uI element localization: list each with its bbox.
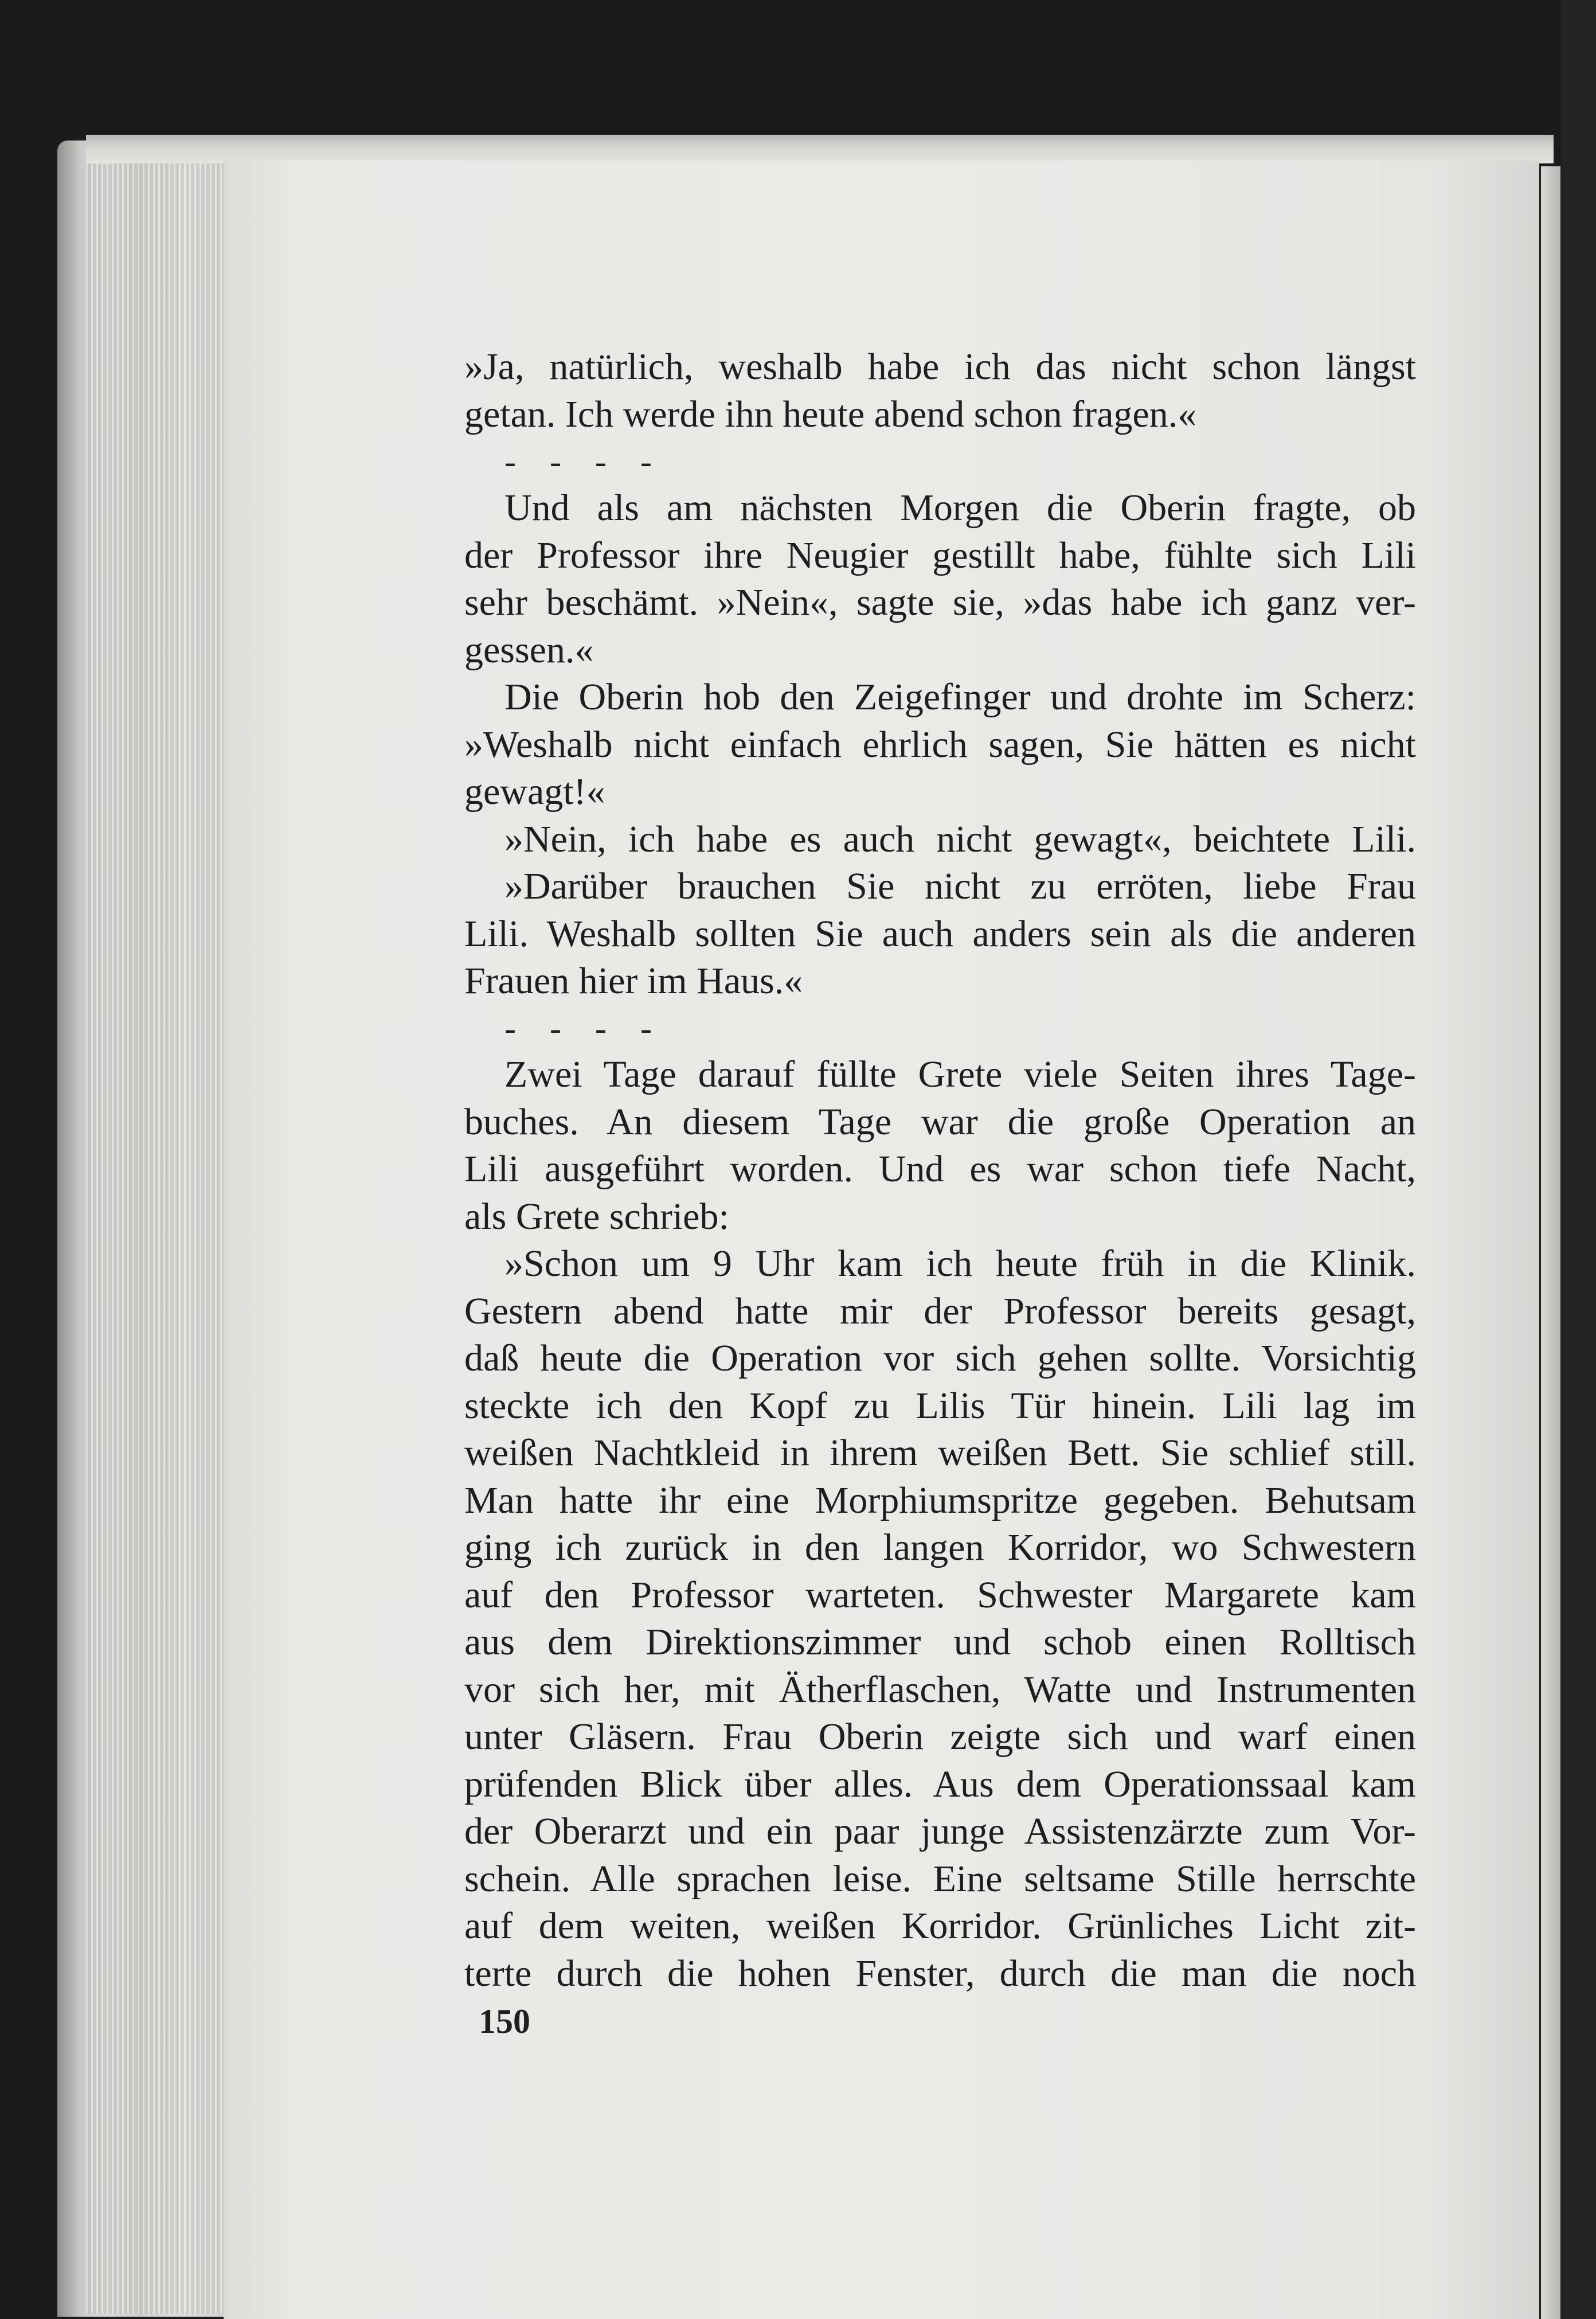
text-line: daß heute die Operation vor sich gehen sollte. Vorsichtig [464,1337,1416,1379]
text-line: Zwei Tage darauf füllte Grete viele Seiten ihres Tage- [504,1053,1416,1095]
text-line: sehr beschämt. »Nein«, sagte sie, »das habe ich ganz ver- [464,581,1416,623]
section-separator: - - - - [504,443,664,481]
text-line: gessen.« [464,629,594,671]
text-line: buches. An diesem Tage war die große Operation an [464,1101,1416,1143]
book-top-edge [86,135,1554,163]
text-line: auf den Professor warteten. Schwester Margarete kam [464,1574,1416,1616]
text-line: Und als am nächsten Morgen die Oberin fragte, ob [504,487,1416,529]
text-line: schein. Alle sprachen leise. Eine seltsame Stille herrschte [464,1858,1416,1900]
text-line: weißen Nachtkleid in ihrem weißen Bett. Sie schlief still. [464,1432,1416,1474]
background-dark [1560,0,1596,2319]
text-line: »Schon um 9 Uhr kam ich heute früh in die Klinik. [504,1243,1416,1285]
text-line: getan. Ich werde ihn heute abend schon fragen.« [464,393,1197,435]
text-line: »Nein, ich habe es auch nicht gewagt«, beichtete Lili. [504,818,1416,860]
text-line: als Grete schrieb: [464,1196,729,1237]
text-line: aus dem Direktionszimmer und schob einen Rolltisch [464,1621,1416,1663]
page-number: 150 [479,2002,530,2040]
section-separator: - - - - [504,1009,664,1047]
text-line: der Oberarzt und ein paar junge Assistenzärzte zum Vor- [464,1810,1416,1852]
text-line: »Weshalb nicht einfach ehrlich sagen, Sie hätten es nicht [464,724,1416,766]
text-line: ging ich zurück in den langen Korridor, wo Schwestern [464,1527,1416,1568]
text-line: Die Oberin hob den Zeigefinger und drohte im Scherz: [504,676,1416,718]
text-line: prüfenden Blick über alles. Aus dem Operationssaal kam [464,1763,1416,1805]
text-line: Lili. Weshalb sollten Sie auch anders sein als die anderen [464,913,1416,955]
text-line: Gestern abend hatte mir der Professor bereits gesagt, [464,1290,1416,1332]
text-line: terte durch die hohen Fenster, durch die man die noch [464,1953,1416,1994]
text-line: unter Gläsern. Frau Oberin zeigte sich und warf einen [464,1716,1416,1758]
text-line: vor sich her, mit Ätherflaschen, Watte und Instrumenten [464,1669,1416,1711]
text-line: gewagt!« [464,771,605,813]
facing-page-edge [1541,166,1560,2319]
text-line: Man hatte ihr eine Morphiumspritze gegeben. Behutsam [464,1479,1416,1521]
text-line: auf dem weiten, weißen Korridor. Grünliches Licht zit- [464,1905,1416,1947]
text-line: Frauen hier im Haus.« [464,960,803,1002]
text-line: steckte ich den Kopf zu Lilis Tür hinein. Lili lag im [464,1385,1416,1427]
text-line: der Professor ihre Neugier gestillt habe, fühlte sich Lili [464,534,1416,576]
text-line: »Darüber brauchen Sie nicht zu erröten, liebe Frau [504,865,1416,907]
text-line: »Ja, natürlich, weshalb habe ich das nicht schon längst [464,346,1416,388]
text-line: Lili ausgeführt worden. Und es war schon tiefe Nacht, [464,1148,1416,1190]
book-page-edges-texture [86,146,224,2314]
